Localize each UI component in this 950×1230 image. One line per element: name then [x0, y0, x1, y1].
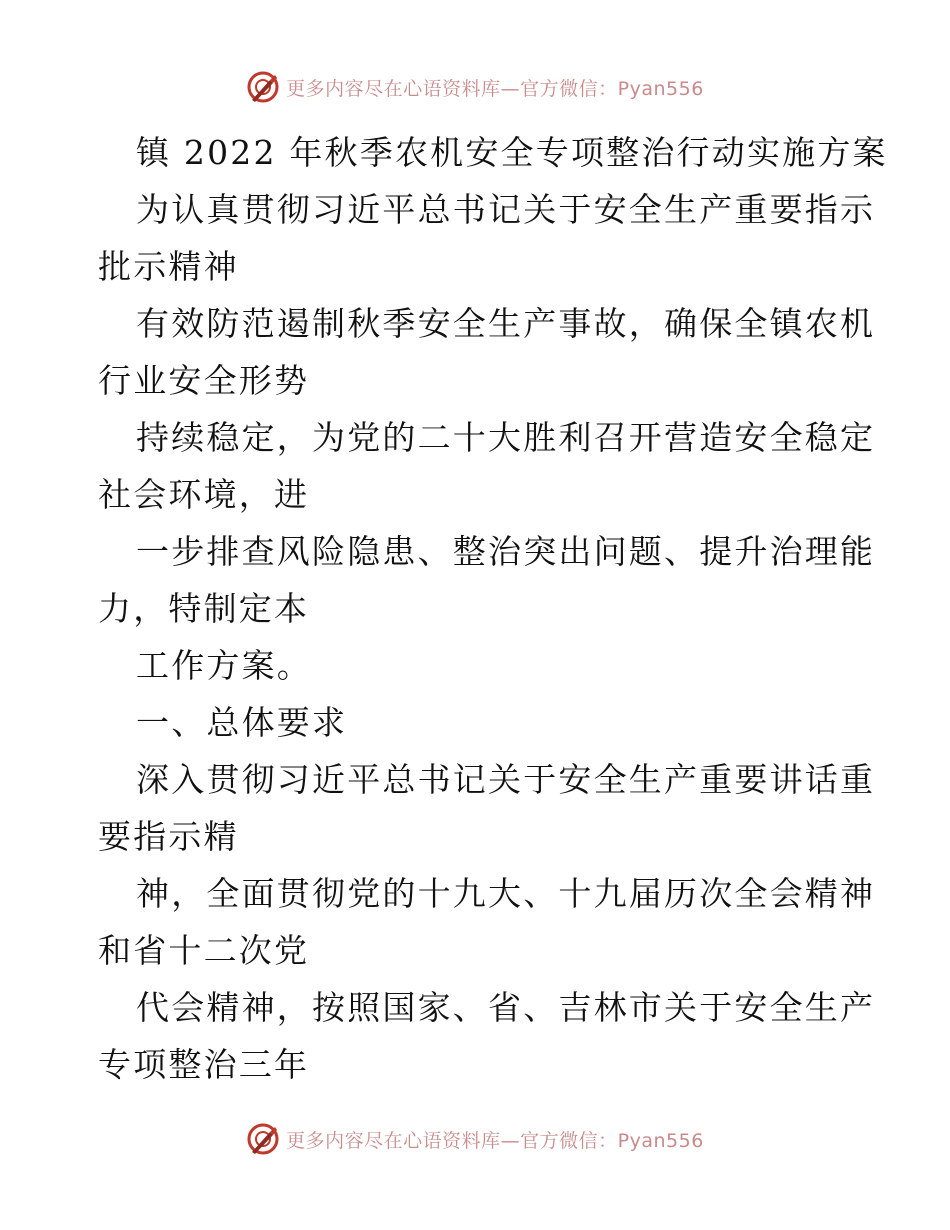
paragraph-line: 有效防范遏制秋季安全生产事故，确保全镇农机: [136, 304, 876, 343]
paragraph-line: 工作方案。: [136, 646, 312, 685]
paragraph-line: 持续稳定，为党的二十大胜利召开营造安全稳定: [136, 418, 876, 457]
paragraph-line: 行业安全形势: [98, 361, 310, 400]
paragraph-line: 和省十二次党: [98, 931, 310, 970]
document-body: [98, 124, 888, 1093]
document-title: 镇 2022 年秋季农机安全专项整治行动实施方案: [136, 133, 888, 172]
paragraph-line: 专项整治三年: [98, 1045, 310, 1084]
paragraph-line: 社会环境，进: [98, 475, 310, 514]
paragraph-line: 深入贯彻习近平总书记关于安全生产重要讲话重: [136, 760, 876, 799]
paragraph-line: 一步排查风险隐患、整治突出问题、提升治理能: [136, 532, 876, 571]
watermark-header: [0, 70, 950, 104]
paragraph-line: 要指示精: [98, 817, 239, 856]
watermark-footer: [0, 1122, 950, 1156]
paragraph-line: 为认真贯彻习近平总书记关于安全生产重要指示: [136, 190, 876, 229]
paragraph-line: 力，特制定本: [98, 589, 310, 628]
watermark-text: 更多内容尽在心语资料库—官方微信：Pyan556: [286, 77, 704, 100]
paragraph-line: 神，全面贯彻党的十九大、十九届历次全会精神: [136, 874, 876, 913]
paragraph-line: 代会精神，按照国家、省、吉林市关于安全生产: [136, 988, 876, 1027]
paragraph-line: 批示精神: [98, 247, 239, 286]
section-heading: 一、总体要求: [136, 703, 348, 742]
watermark-text: 更多内容尽在心语资料库—官方微信：Pyan556: [286, 1129, 704, 1152]
pen-logo-icon: [246, 1122, 280, 1156]
pen-logo-icon: [246, 70, 280, 104]
